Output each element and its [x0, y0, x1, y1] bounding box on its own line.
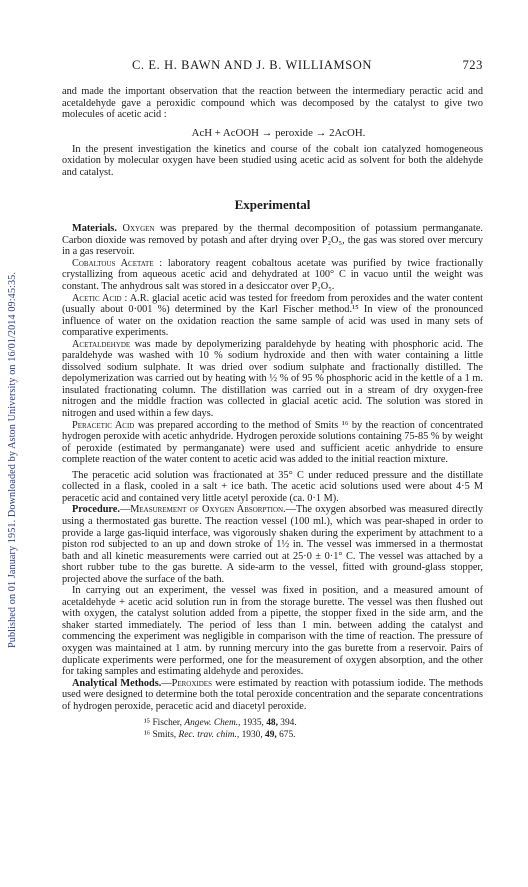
acetic-acid-paragraph	[62, 293, 483, 339]
acetic-acid-label: Acetic Acid :	[72, 292, 128, 304]
procedure-text: —The oxygen absorbed was measured directly using a thermostated gas burette. The reaction vessel (100 ml.), which was pear-shaped in order to provide a large gas-liquid interface, was vigorously shaken during the experiment by attachment to a piston rod subjected to an up and down stroke of 1½ in. The vessel was immersed in a thermostat bath and all kinetic measurements were carried out at 25·0 ± 0·1° C. The vessel was attached by a short rubber tube to the gas burette. A side-arm to the vessel, fitted with ground-glass stopper, projected above the surface of the bath.	[62, 504, 484, 585]
cobaltous-label: Cobaltous Acetate :	[72, 257, 163, 269]
acetaldehyde-label: Acetaldehyde	[72, 338, 131, 350]
footnote	[144, 730, 483, 742]
footnote-year: 1935,	[242, 718, 264, 729]
cobaltous-text: laboratory reagent cobaltous acetate was purified by twice fractionally crystallizing from aqueous acetic acid and dehydrated at 100° C in vacuo until the weight was constant. The anhydrous salt was stored in a desiccator over P₂O₅.	[62, 257, 483, 293]
materials-oxygen-paragraph	[62, 223, 483, 258]
peracetic-acid-label: Peracetic Acid	[72, 419, 135, 431]
footnote	[144, 718, 483, 730]
footnote-page: 675.	[279, 729, 296, 740]
acetaldehyde-text: was made by depolymerizing paraldehyde by heating with phosphoric acid. The paraldehyde was washed with 10 % sodium hydroxide and then with water containing a little dissolved sodium sulphate. It was dried over sodium sulphate and fractionally distilled. The depolymerization was carried out by heating with ½ % of 95 % phosphoric acid in the kettle of a 1 m. insulated fractionating column. The distillation was carried out in a stream of dry oxygen-free nitrogen and the middle fraction was collected in glacial acetic acid. The solution was stored in nitrogen and used within a few days.	[62, 338, 483, 420]
footnote-volume: 48,	[266, 718, 278, 729]
footnote-page: 394.	[280, 718, 297, 729]
download-watermark	[4, 150, 20, 770]
footnote-number: ¹⁶	[144, 729, 151, 740]
procedure-heading: Procedure.	[72, 504, 120, 516]
acetaldehyde-paragraph	[62, 339, 483, 420]
running-header	[62, 58, 483, 74]
present-investigation-paragraph: In the present investigation the kinetics and course of the cobalt ion catalyzed homogeneous oxidation by molecular oxygen have been studied using acetic acid as solvent for both the aldehyde and catalyst.	[62, 143, 483, 178]
footnote-volume: 49,	[265, 729, 277, 740]
footnotes	[144, 718, 483, 741]
oxygen-text: was prepared by the thermal decomposition of potassium permanganate. Carbon dioxide was removed by potash and after drying over P₂O₅, the gas was stored over mercury in a gas reservoir.	[62, 223, 483, 258]
materials-heading: Materials.	[72, 223, 117, 235]
footnote-year: 1930,	[241, 729, 263, 740]
peracetic-acid-text: was prepared according to the method of Smits ¹⁶ by the reaction of concentrated hydrogen peroxide with acetic anhydride. Hydrogen peroxide solutions containing 75-85 % by weight of peroxide (estimated by permanganate) were used and sufficient acetic anhydride to ensure complete reaction of the water content to acetic acid was added to the initial reaction mixture.	[62, 419, 483, 466]
footnote-number: ¹⁵	[144, 718, 151, 729]
oxygen-label: Oxygen	[122, 223, 155, 235]
analytical-text: were estimated by reaction with potassium iodide. The methods used were designed to determine both the total peroxide concentration and the separate concentrations of hydrogen peroxide, peracetic acid and diacetyl peroxide.	[62, 677, 484, 712]
cobaltous-paragraph	[62, 258, 483, 293]
peroxides-label: —Peroxides	[161, 677, 212, 689]
section-title: Experimental	[234, 197, 311, 213]
procedure-paragraph	[62, 504, 483, 585]
intro-paragraph: and made the important observation that the reaction between the intermediary peractic acid and acetaldehyde gave a peroxidic compound which was decomposed by the catalyst to give two molecules of acetic acid :	[62, 86, 483, 121]
page-number: 723	[462, 58, 483, 72]
peracetic-acid-paragraph	[62, 420, 483, 466]
journal-page	[62, 58, 483, 741]
measurement-label: —Measurement of Oxygen Absorption.	[119, 504, 286, 516]
download-watermark-text: Published on 01 January 1951. Downloaded by Aston University on 16/01/2014 09:45:35.	[6, 272, 18, 648]
running-title: C. E. H. BAWN AND J. B. WILLIAMSON	[132, 58, 372, 72]
experiment-procedure-paragraph: In carrying out an experiment, the vessel was fixed in position, and a measured amount of acetaldehyde + acetic acid solution run in from the storage burette. The vessel was then flushed out with oxygen, the catalyst solution added from a pipette, the stopper fixed in the side arm, and the shaker started immediately. The period of less than 1 min. between adding the catalyst and commencing the experiment was negligible in comparison with the time of reaction. The pressure of oxygen was maintained at 1 atm. by running mercury into the gas burette from a reservoir. Pairs of duplicate experiments were performed, one for the measurement of oxygen absorption, and the other for taking samples and estimating aldehyde and peroxides.	[62, 585, 483, 678]
footnote-journal: Rec. trav. chim.,	[178, 729, 240, 740]
analytical-methods-paragraph	[62, 678, 483, 713]
footnote-author: Fischer,	[152, 718, 183, 729]
acetic-acid-text: A.R. glacial acetic acid was tested for freedom from peroxides and the water content (usually about 0·001 %) determined by the Karl Fischer method.¹⁵ In view of the pronounced influence of water on the oxidation reaction the same sample of acid was used in many sets of comparative experiments.	[62, 292, 483, 339]
footnote-journal: Angew. Chem.,	[184, 718, 241, 729]
analytical-heading: Analytical Methods.	[72, 677, 162, 689]
peracetic-fractionation-paragraph: The peracetic acid solution was fractionated at 35° C under reduced pressure and the distillate collected in a flask, cooled in a salt + ice bath. The acetic acid solutions used were about 4·5 M peracetic acid and contained very little acetyl peroxide (ca. 0·1 M).	[62, 469, 483, 504]
reaction-equation: AcH + AcOOH → peroxide → 2AcOH.	[191, 126, 366, 139]
footnote-author: Smits,	[152, 729, 177, 740]
